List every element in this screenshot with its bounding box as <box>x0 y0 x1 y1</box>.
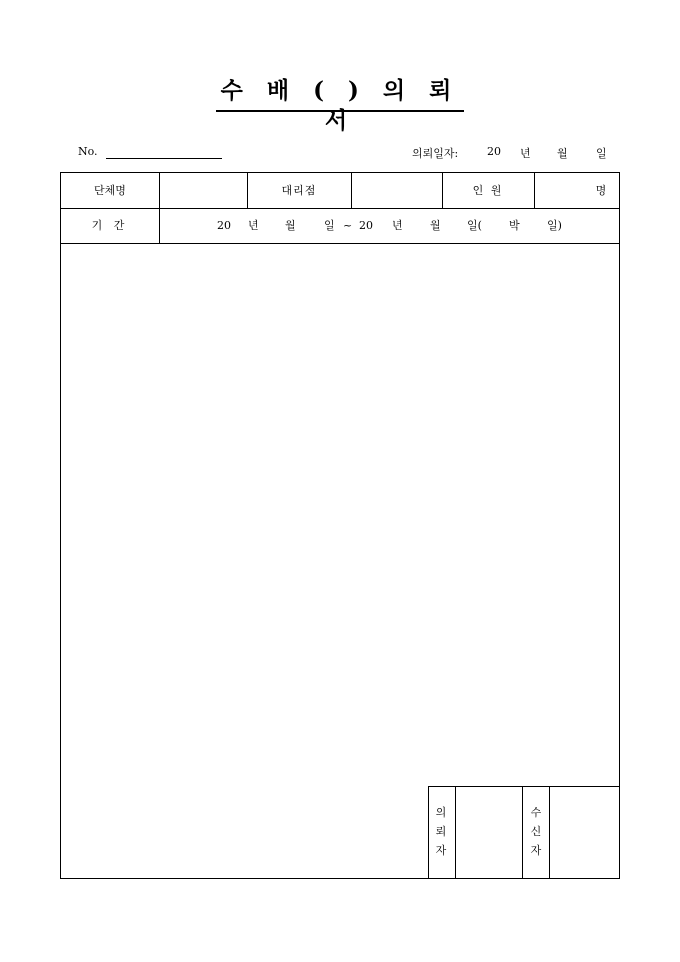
details-area[interactable] <box>61 244 619 786</box>
requester-char: 의 <box>435 806 447 819</box>
period-start-year: 20 <box>217 219 231 232</box>
agency-field[interactable] <box>352 173 442 208</box>
period-tilde: ~ <box>343 219 353 232</box>
request-date-year-prefix: 20 <box>487 145 501 158</box>
period-start-day-unit: 일 <box>324 219 335 232</box>
period-field[interactable] <box>160 208 619 243</box>
group-name-field[interactable] <box>160 173 247 208</box>
requester-label <box>428 803 454 860</box>
period-end-year-unit: 년 <box>392 219 403 232</box>
request-date-month-unit: 월 <box>557 147 568 160</box>
receiver-char: 수 <box>530 806 542 819</box>
period-end-year: 20 <box>359 219 373 232</box>
receiver-char: 신 <box>530 825 542 838</box>
request-date-label: 의뢰일자: <box>412 147 459 160</box>
no-field[interactable] <box>106 158 222 159</box>
request-form <box>60 172 620 879</box>
receiver-signature-field[interactable] <box>550 787 619 879</box>
request-date-year-unit: 년 <box>520 147 531 160</box>
receiver-char: 자 <box>530 844 542 857</box>
members-label: 인 원 <box>472 184 504 197</box>
period-nights-unit: 박 <box>509 219 520 232</box>
requester-signature-field[interactable] <box>456 787 522 879</box>
requester-char: 자 <box>435 844 447 857</box>
period-end-month-unit: 월 <box>430 219 441 232</box>
agency-label: 대리점 <box>281 184 317 197</box>
period-label: 기 간 <box>91 219 129 232</box>
period-days-close: 일) <box>547 219 562 232</box>
document-title: 수 배 ( ) 의 뢰 서 <box>216 76 464 112</box>
requester-char: 뢰 <box>435 825 447 838</box>
period-end-day-paren: 일( <box>467 219 482 232</box>
period-start-month-unit: 월 <box>285 219 296 232</box>
members-unit: 명 <box>595 184 607 197</box>
request-date-day-unit: 일 <box>596 147 607 160</box>
group-row <box>61 173 619 209</box>
period-row <box>61 208 619 244</box>
period-start-year-unit: 년 <box>248 219 259 232</box>
receiver-label <box>523 803 549 860</box>
group-name-label: 단체명 <box>94 184 126 197</box>
no-label: No. <box>78 145 98 158</box>
signature-block <box>428 786 619 879</box>
